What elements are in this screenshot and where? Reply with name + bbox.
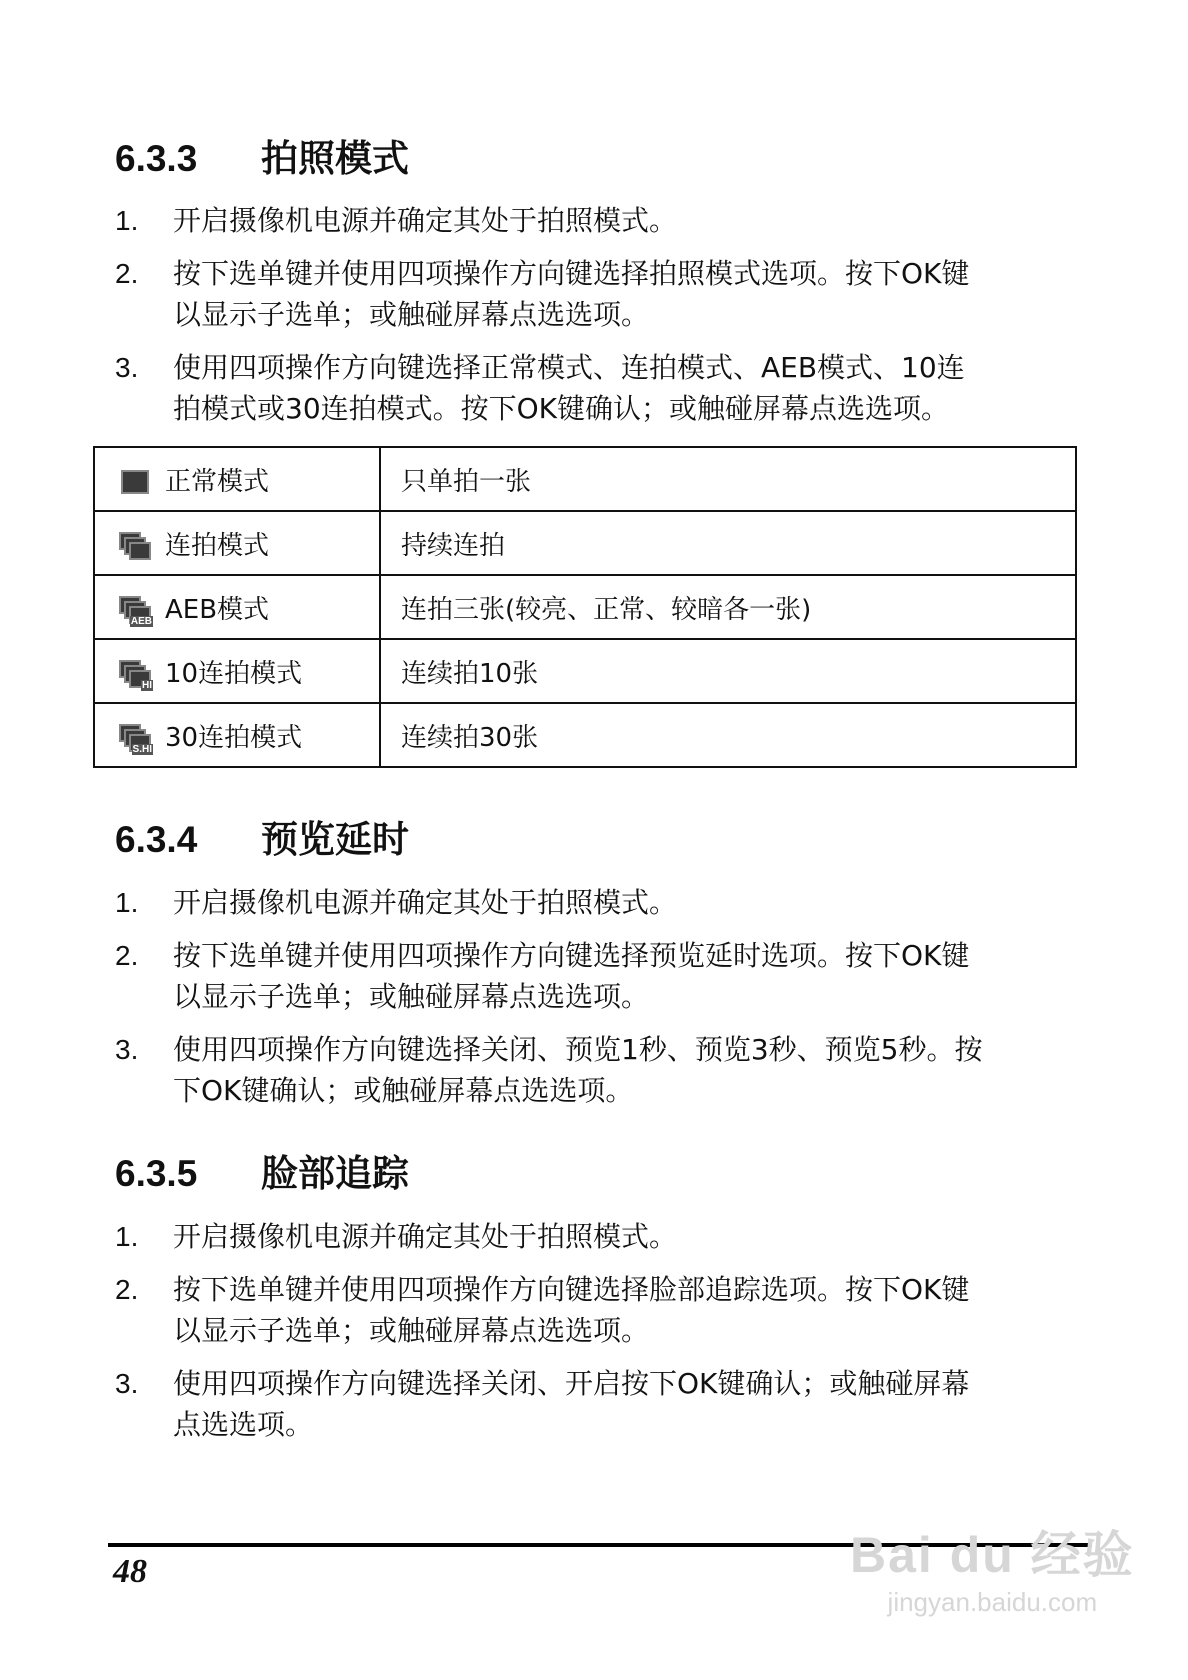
step-list (115, 882, 1090, 1123)
step-number: 1. (115, 1221, 139, 1252)
step-item (115, 1363, 1090, 1445)
step-item (115, 1269, 1090, 1351)
table-row (94, 639, 1076, 703)
step-item (115, 1216, 1090, 1257)
mode-description: 持续连拍 (380, 511, 1076, 575)
table-row (94, 447, 1076, 511)
step-number: 2. (115, 258, 139, 289)
mode-cell (94, 703, 380, 767)
single-shot-icon (119, 468, 151, 496)
step-item (115, 1029, 1090, 1111)
mode-name: 正常模式 (165, 466, 270, 497)
step-text: 开启摄像机电源并确定其处于拍照模式。 (173, 1220, 678, 1253)
step-text: 以显示子选单；或触碰屏幕点选选项。 (173, 1314, 650, 1347)
step-text: 按下选单键并使用四项操作方向键选择预览延时选项。按下OK键 (173, 939, 970, 972)
mode-cell (94, 639, 380, 703)
mode-description: 连拍三张(较亮、正常、较暗各一张) (380, 575, 1076, 639)
section-title: 预览延时 (261, 818, 409, 861)
step-text: 以显示子选单；或触碰屏幕点选选项。 (173, 980, 650, 1013)
step-text: 点选选项。 (173, 1408, 314, 1441)
mode-description: 连续拍10张 (380, 639, 1076, 703)
step-item (115, 347, 1090, 429)
page-number: 48 (113, 1553, 147, 1590)
mode-name: 30连拍模式 (165, 722, 303, 753)
mode-cell (94, 511, 380, 575)
step-number: 3. (115, 1368, 139, 1399)
step-text: 开启摄像机电源并确定其处于拍照模式。 (173, 204, 678, 237)
step-text: 拍模式或30连拍模式。按下OK键确认；或触碰屏幕点选选项。 (173, 392, 950, 425)
step-number: 2. (115, 940, 139, 971)
section-title: 拍照模式 (261, 137, 409, 180)
step-text: 使用四项操作方向键选择关闭、预览1秒、预览3秒、预览5秒。按 (173, 1033, 983, 1066)
step-text: 使用四项操作方向键选择关闭、开启按下OK键确认；或触碰屏幕 (173, 1367, 970, 1400)
step-number: 3. (115, 352, 139, 383)
table-row (94, 703, 1076, 767)
section-title: 脸部追踪 (261, 1152, 409, 1195)
step-text: 下OK键确认；或触碰屏幕点选选项。 (173, 1074, 634, 1107)
step-number: 1. (115, 887, 139, 918)
mode-name: 10连拍模式 (165, 658, 303, 689)
section-heading (115, 1143, 409, 1197)
section-heading (115, 809, 409, 863)
step-text: 按下选单键并使用四项操作方向键选择拍照模式选项。按下OK键 (173, 257, 970, 290)
step-text: 以显示子选单；或触碰屏幕点选选项。 (173, 298, 650, 331)
step-text: 按下选单键并使用四项操作方向键选择脸部追踪选项。按下OK键 (173, 1273, 970, 1306)
step-number: 1. (115, 205, 139, 236)
burst-30-icon: S.HI (119, 724, 151, 752)
step-list (115, 1216, 1090, 1457)
baidu-watermark: Bai du 经验 jingyan.baidu.com (850, 1527, 1135, 1617)
step-text: 使用四项操作方向键选择正常模式、连拍模式、AEB模式、10连 (173, 351, 965, 384)
step-number: 2. (115, 1274, 139, 1305)
section-number: 6.3.4 (115, 819, 198, 860)
mode-name: 连拍模式 (165, 530, 270, 561)
table-row (94, 511, 1076, 575)
capture-mode-table (93, 446, 1077, 768)
mode-cell (94, 575, 380, 639)
section-heading (115, 128, 409, 182)
step-number: 3. (115, 1034, 139, 1065)
continuous-shot-icon (119, 532, 151, 560)
step-list (115, 200, 1090, 441)
step-item (115, 935, 1090, 1017)
mode-description: 连续拍30张 (380, 703, 1076, 767)
mode-name: AEB模式 (165, 594, 270, 625)
step-item (115, 882, 1090, 923)
section-number: 6.3.3 (115, 138, 198, 179)
step-item (115, 200, 1090, 241)
table-row (94, 575, 1076, 639)
section-number: 6.3.5 (115, 1153, 198, 1194)
burst-10-icon: HI (119, 660, 151, 688)
step-item (115, 253, 1090, 335)
mode-cell (94, 447, 380, 511)
aeb-icon: AEB (119, 596, 151, 624)
step-text: 开启摄像机电源并确定其处于拍照模式。 (173, 886, 678, 919)
mode-description: 只单拍一张 (380, 447, 1076, 511)
